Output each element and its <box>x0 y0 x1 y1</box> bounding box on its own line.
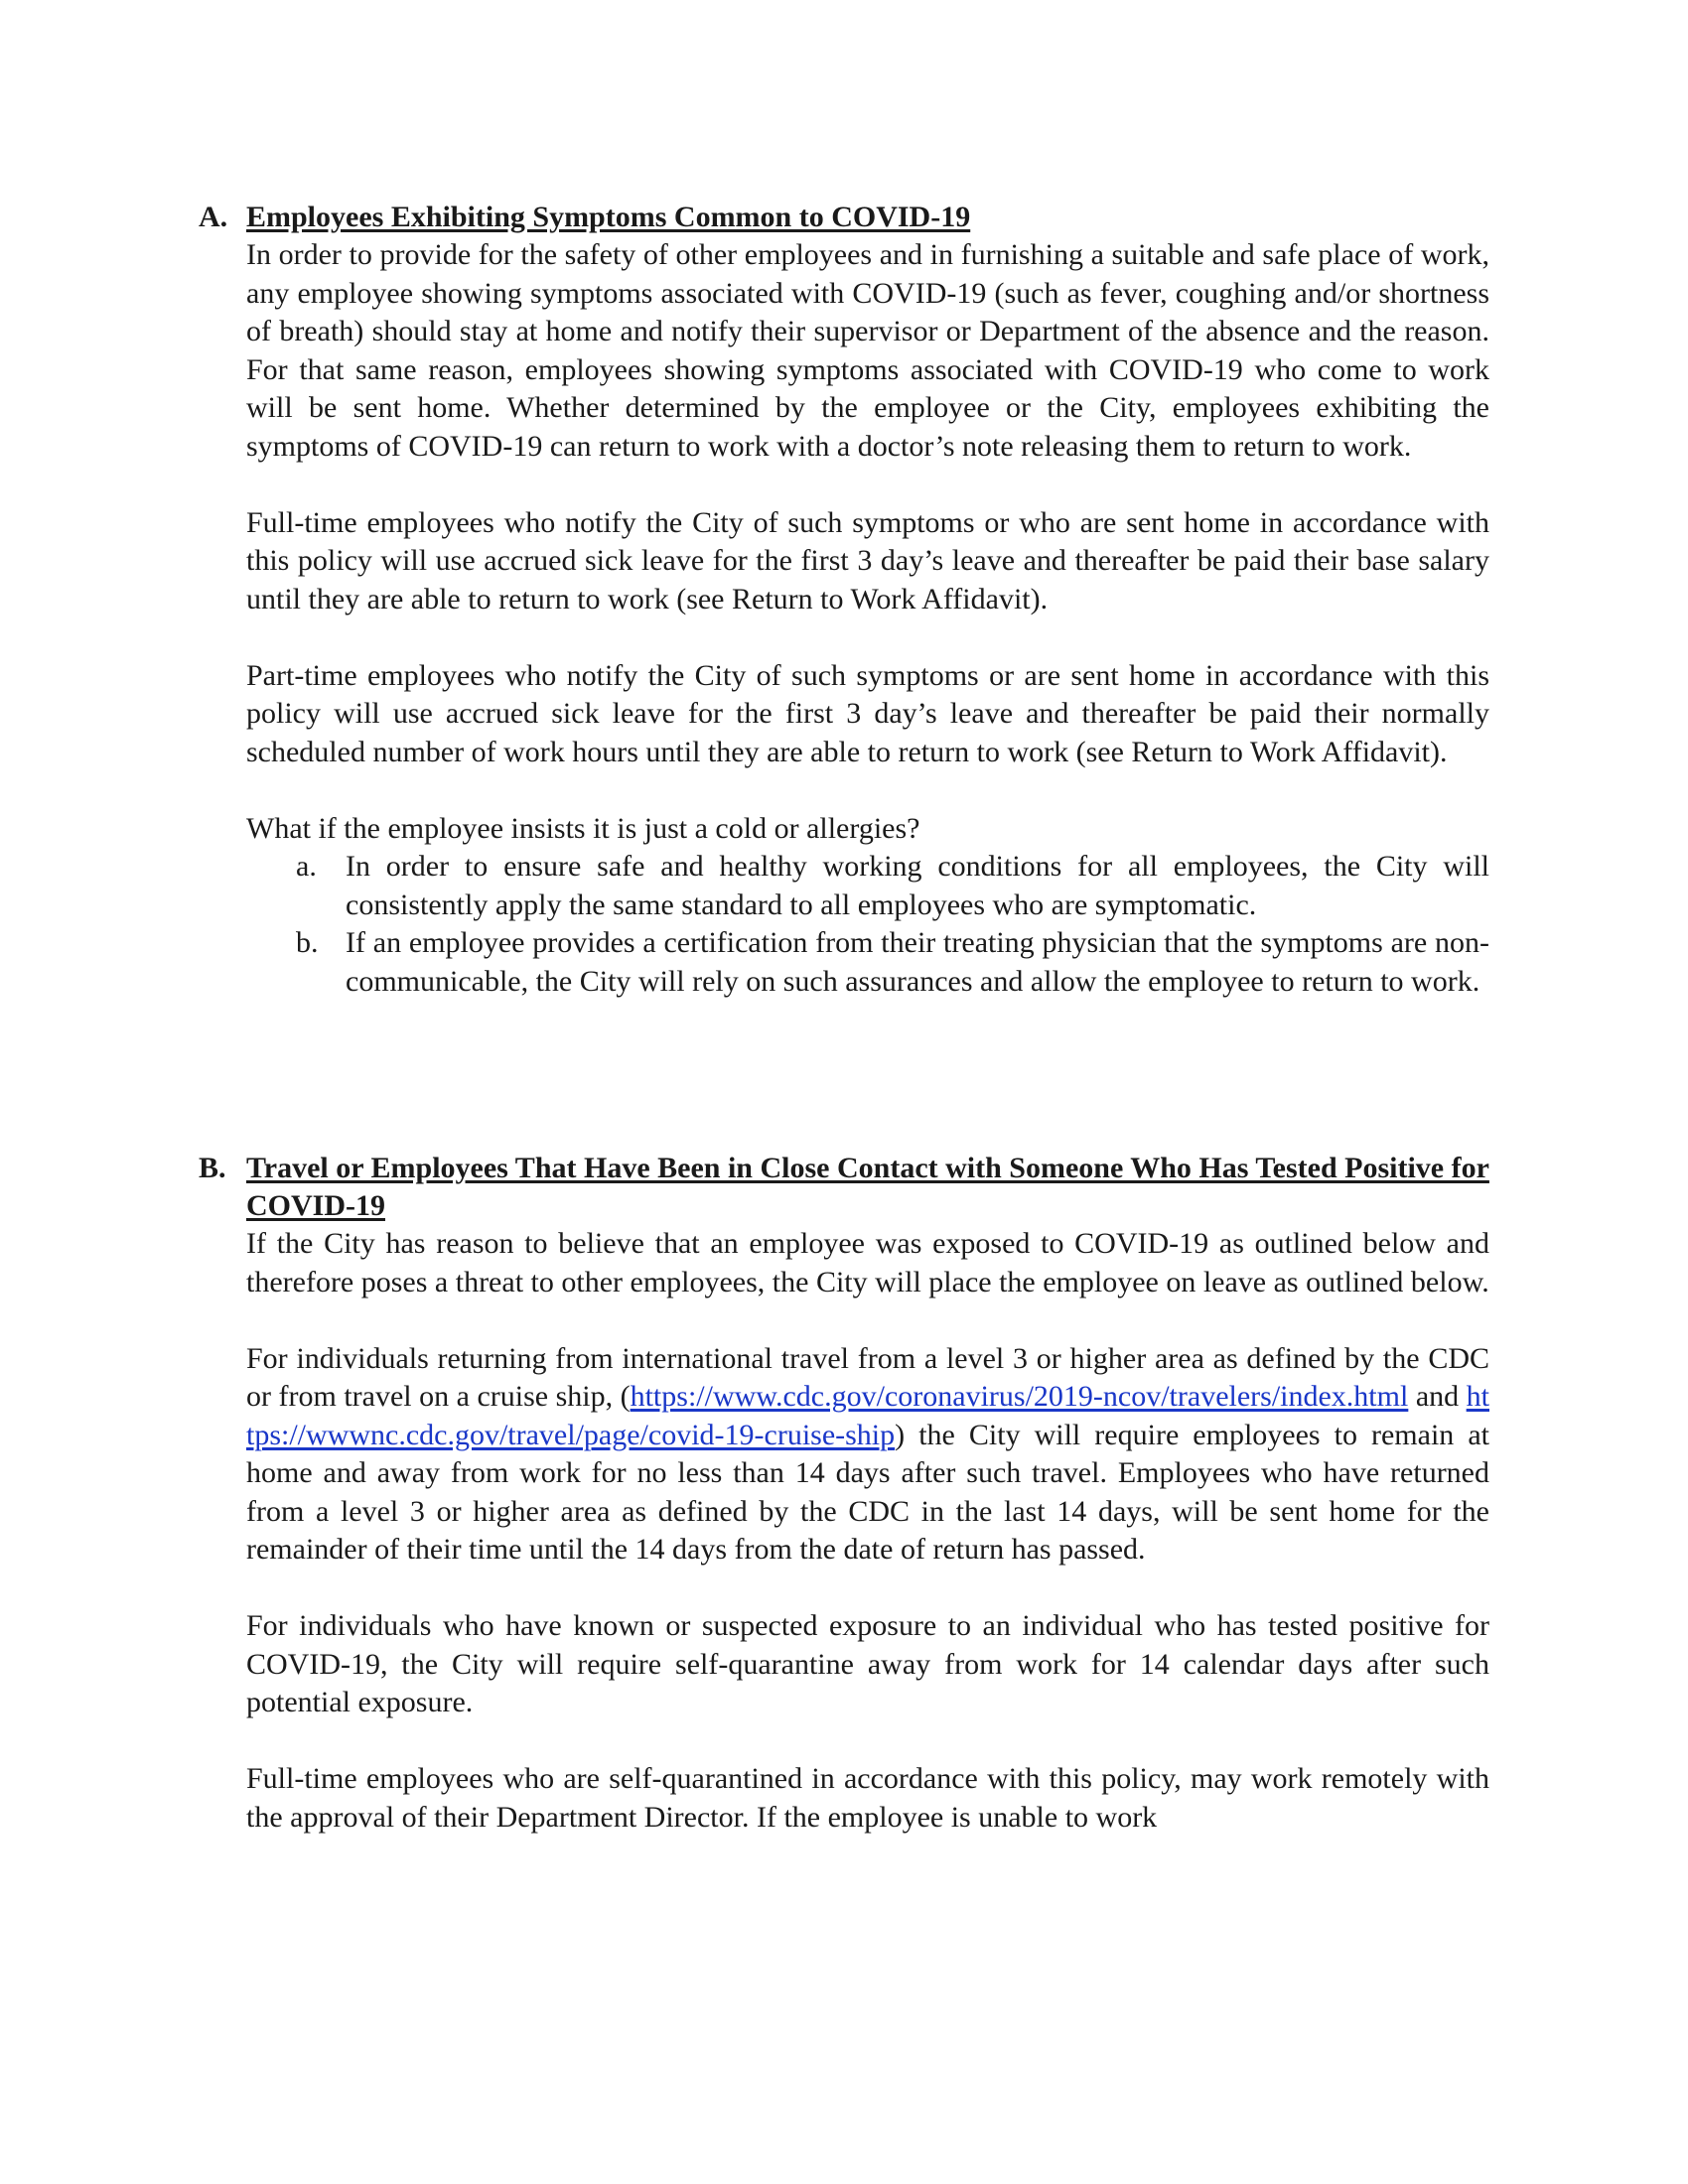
section-b-paragraph-2 <box>246 1340 1489 1570</box>
section-b-paragraph-3: For individuals who have known or suspected exposure to an individual who has tested positive for COVID-19, the City will require self-quarantine away from work for 14 calendar days after such potential exposure. <box>246 1609 1489 1718</box>
section-b-paragraph-4: Full-time employees who are self-quarantined in accordance with this policy, may work remotely with the approval of their Department Director. If the employee is unable to work <box>246 1762 1489 1834</box>
section-b-body <box>246 1225 1489 1837</box>
list-item <box>246 924 1489 1001</box>
section-a-answer-list <box>246 848 1489 1001</box>
section-a-heading <box>199 199 1489 236</box>
list-item-text: If an employee provides a certification from their treating physician that the symptoms are non-communicable, the City will rely on such assurances and allow the employee to return to work. <box>346 926 1489 998</box>
list-item-marker: a. <box>296 850 317 883</box>
paragraph-2-tail-text: ) the City will require employees to remain at home and away from work for no less than 14 days after such travel. Employees who have returned from a level 3 or higher area as defined by the CDC in the last 14 days, will be sent home for the remainder of their time until the 14 days from the date of return has passed. <box>246 1418 1489 1566</box>
section-b <box>199 1150 1489 1837</box>
section-b-title: Travel or Employees That Have Been in Close Contact with Someone Who Has Tested Positive for COVID-19 <box>246 1152 1489 1222</box>
section-a-title: Employees Exhibiting Symptoms Common to COVID-19 <box>246 201 971 233</box>
section-a-paragraph-2: Full-time employees who notify the City of such symptoms or who are sent home in accordance with this policy will use accrued sick leave for the first 3 day’s leave and thereafter be paid their base salary until they are able to return to work (see Return to Work Affidavit). <box>246 505 1489 615</box>
section-a-question: What if the employee insists it is just a cold or allergies? <box>246 811 920 845</box>
section-b-heading <box>199 1150 1489 1225</box>
section-b-letter: B. <box>199 1152 226 1184</box>
cdc-travelers-link[interactable]: https://www.cdc.gov/coronavirus/2019-ncov/travelers/index.html <box>630 1380 1409 1413</box>
section-b-paragraph-1: If the City has reason to believe that an employee was exposed to COVID-19 as outlined below and therefore poses a threat to other employees, the City will place the employee on leave as outlined below. <box>246 1227 1489 1298</box>
section-a-letter: A. <box>199 201 228 233</box>
list-item-marker: b. <box>296 926 319 959</box>
paragraph-2-and-text: and <box>1408 1380 1467 1413</box>
section-a-body <box>246 236 1489 1001</box>
section-a-paragraph-3: Part-time employees who notify the City of such symptoms or are sent home in accordance with this policy will use accrued sick leave for the first 3 day’s leave and thereafter be paid their normally scheduled number of work hours until they are able to return to work (see Return to Work Affidavit). <box>246 658 1489 768</box>
paragraph-2-lead-text: For individuals returning from international travel from a level 3 or higher area as defined by the CDC or from travel on a cruise ship, ( <box>246 1341 1489 1413</box>
section-a-paragraph-1: In order to provide for the safety of other employees and in furnishing a suitable and safe place of work, any employee showing symptoms associated with COVID-19 (such as fever, coughing and/or shortness of breath) should stay at home and notify their supervisor or Department of the absence and the reason. For that same reason, employees showing symptoms associated with COVID-19 who come to work will be sent home. Whether determined by the employee or the City, employees exhibiting the symptoms of COVID-19 can return to work with a doctor’s note releasing them to return to work. <box>246 238 1489 463</box>
section-a <box>199 199 1489 1039</box>
list-item <box>246 848 1489 924</box>
cdc-cruise-ship-link[interactable]: https://wwwnc.cdc.gov/travel/page/covid-19-cruise-ship <box>246 1380 1489 1451</box>
list-item-text: In order to ensure safe and healthy working conditions for all employees, the City will consistently apply the same standard to all employees who are symptomatic. <box>346 850 1489 921</box>
